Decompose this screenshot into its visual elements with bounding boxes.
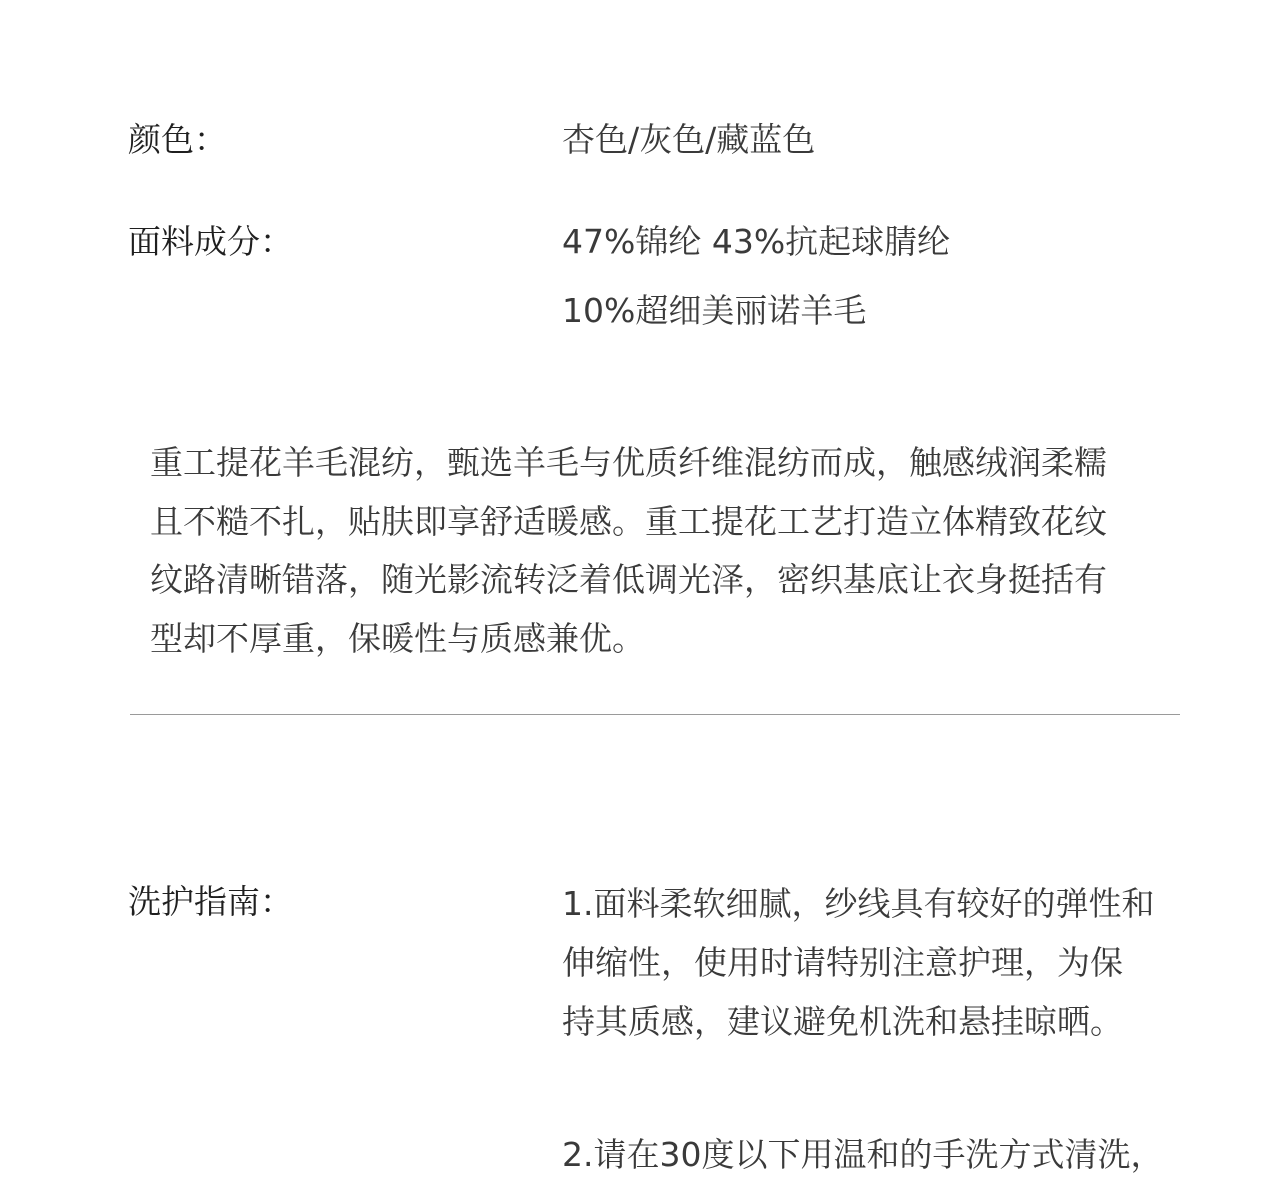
description-line-2: 且不糙不扎，贴肤即享舒适暖感。重工提花工艺打造立体精致花纹 (150, 501, 1107, 541)
care-item-1-line-2: 伸缩性，使用时请特别注意护理，为保 (562, 943, 1123, 982)
care-label: 洗护指南： (128, 882, 293, 921)
description-line-3: 纹路清晰错落，随光影流转泛着低调光泽，密织基底让衣身挺括有 (150, 560, 1107, 599)
fabric-value-line-2: 10%超细美丽诺羊毛 (562, 291, 867, 330)
color-value: 杏色/灰色/藏蓝色 (562, 120, 816, 159)
description-line-4: 型却不厚重，保暖性与质感兼优。 (150, 618, 645, 658)
fabric-label: 面料成分： (128, 222, 293, 261)
fabric-value-line-1: 47%锦纶 43%抗起球腈纶 (562, 222, 951, 261)
color-label: 颜色： (128, 120, 227, 159)
care-item-2-line-1: 2.请在30度以下用温和的手洗方式清洗， (562, 1135, 1164, 1174)
care-item-1-line-1: 1.面料柔软细腻，纱线具有较好的弹性和 (562, 884, 1155, 923)
section-divider (130, 714, 1180, 715)
description-line-1: 重工提花羊毛混纺，甄选羊毛与优质纤维混纺而成，触感绒润柔糯 (150, 443, 1107, 482)
product-description (150, 434, 1190, 668)
care-item-1-line-3: 持其质感，建议避免机洗和悬挂晾晒。 (562, 1002, 1123, 1041)
